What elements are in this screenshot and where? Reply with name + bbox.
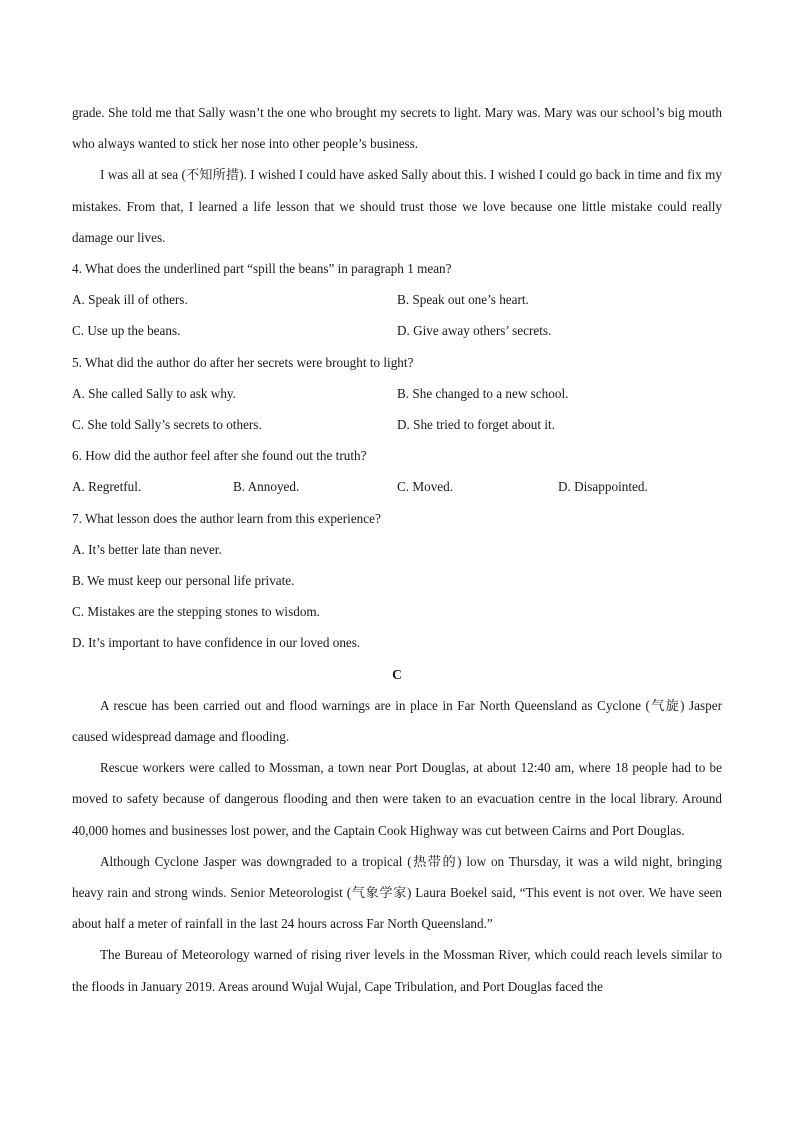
passage-c-paragraph: Although Cyclone Jasper was downgraded to a tropical (热带的) low on Thursday, it was a wild night, bringing heavy rain and strong winds. Senior Meteorologist (气象学家) Laura Boekel said, “This event is not over. We have seen about half a meter of rainfall in the last 24 hours across Far North Queensland.” — [72, 853, 722, 932]
section-heading: C — [392, 666, 402, 682]
option-a: A. Speak ill of others. — [72, 292, 188, 308]
question-6 — [72, 440, 722, 502]
option-row — [72, 284, 722, 315]
question-7 — [72, 503, 722, 659]
passage-c-paragraph: A rescue has been carried out and flood warnings are in place in Far North Queensland as Cyclone (气旋) Jasper caused widespread damage and flooding. — [72, 697, 722, 745]
passage-b-paragraph: I was all at sea (不知所措). I wished I could have asked Sally about this. I wished I could go back in time and fix my mistakes. From that, I learned a life lesson that we should trust those we love because one little mistake could really damage our lives. — [72, 167, 722, 245]
option-b: B. Speak out one’s heart. — [397, 292, 529, 308]
option-b: B. She changed to a new school. — [397, 385, 569, 401]
question-stem: 5. What did the author do after her secrets were brought to light? — [72, 354, 414, 370]
option-row — [72, 471, 722, 502]
option-row — [72, 315, 722, 346]
option-d: D. She tried to forget about it. — [397, 417, 555, 433]
option-d: D. Give away others’ secrets. — [397, 323, 552, 339]
option-d: D. It’s important to have confidence in our loved ones. — [72, 635, 361, 651]
passage-b-paragraph: grade. She told me that Sally wasn’t the one who brought my secrets to light. Mary was. Mary was our school’s big mouth who always wanted to stick her nose into other people’s business. — [72, 105, 722, 152]
option-a: A. Regretful. — [72, 479, 142, 495]
passage-c-paragraph: Rescue workers were called to Mossman, a town near Port Douglas, at about 12:40 am, where 18 people had to be moved to safety because of dangerous flooding and then were taken to an evacuation centre in the local library. Around 40,000 homes and businesses lost power, and the Captain Cook Highway was cut between Cairns and Port Douglas. — [72, 760, 722, 838]
option-a: A. She called Sally to ask why. — [72, 385, 236, 401]
option-c: C. She told Sally’s secrets to others. — [72, 417, 262, 433]
option-c: C. Use up the beans. — [72, 323, 181, 339]
option-d: D. Disappointed. — [558, 479, 648, 495]
option-row — [72, 409, 722, 440]
option-c: C. Mistakes are the stepping stones to wisdom. — [72, 604, 320, 620]
question-stem: 7. What lesson does the author learn from this experience? — [72, 510, 381, 526]
passage-c-paragraph: The Bureau of Meteorology warned of rising river levels in the Mossman River, which could reach levels similar to the floods in January 2019. Areas around Wujal Wujal, Cape Tribulation, and Port Douglas faced the — [72, 947, 722, 994]
option-a: A. It’s better late than never. — [72, 541, 222, 557]
question-5 — [72, 347, 722, 441]
question-4 — [72, 253, 722, 347]
option-row — [72, 378, 722, 409]
question-stem: 4. What does the underlined part “spill the beans” in paragraph 1 mean? — [72, 261, 452, 277]
question-stem: 6. How did the author feel after she found out the truth? — [72, 448, 367, 464]
option-c: C. Moved. — [397, 479, 454, 495]
document-page — [72, 97, 722, 1002]
option-b: B. We must keep our personal life private. — [72, 573, 295, 589]
option-b: B. Annoyed. — [233, 479, 300, 495]
